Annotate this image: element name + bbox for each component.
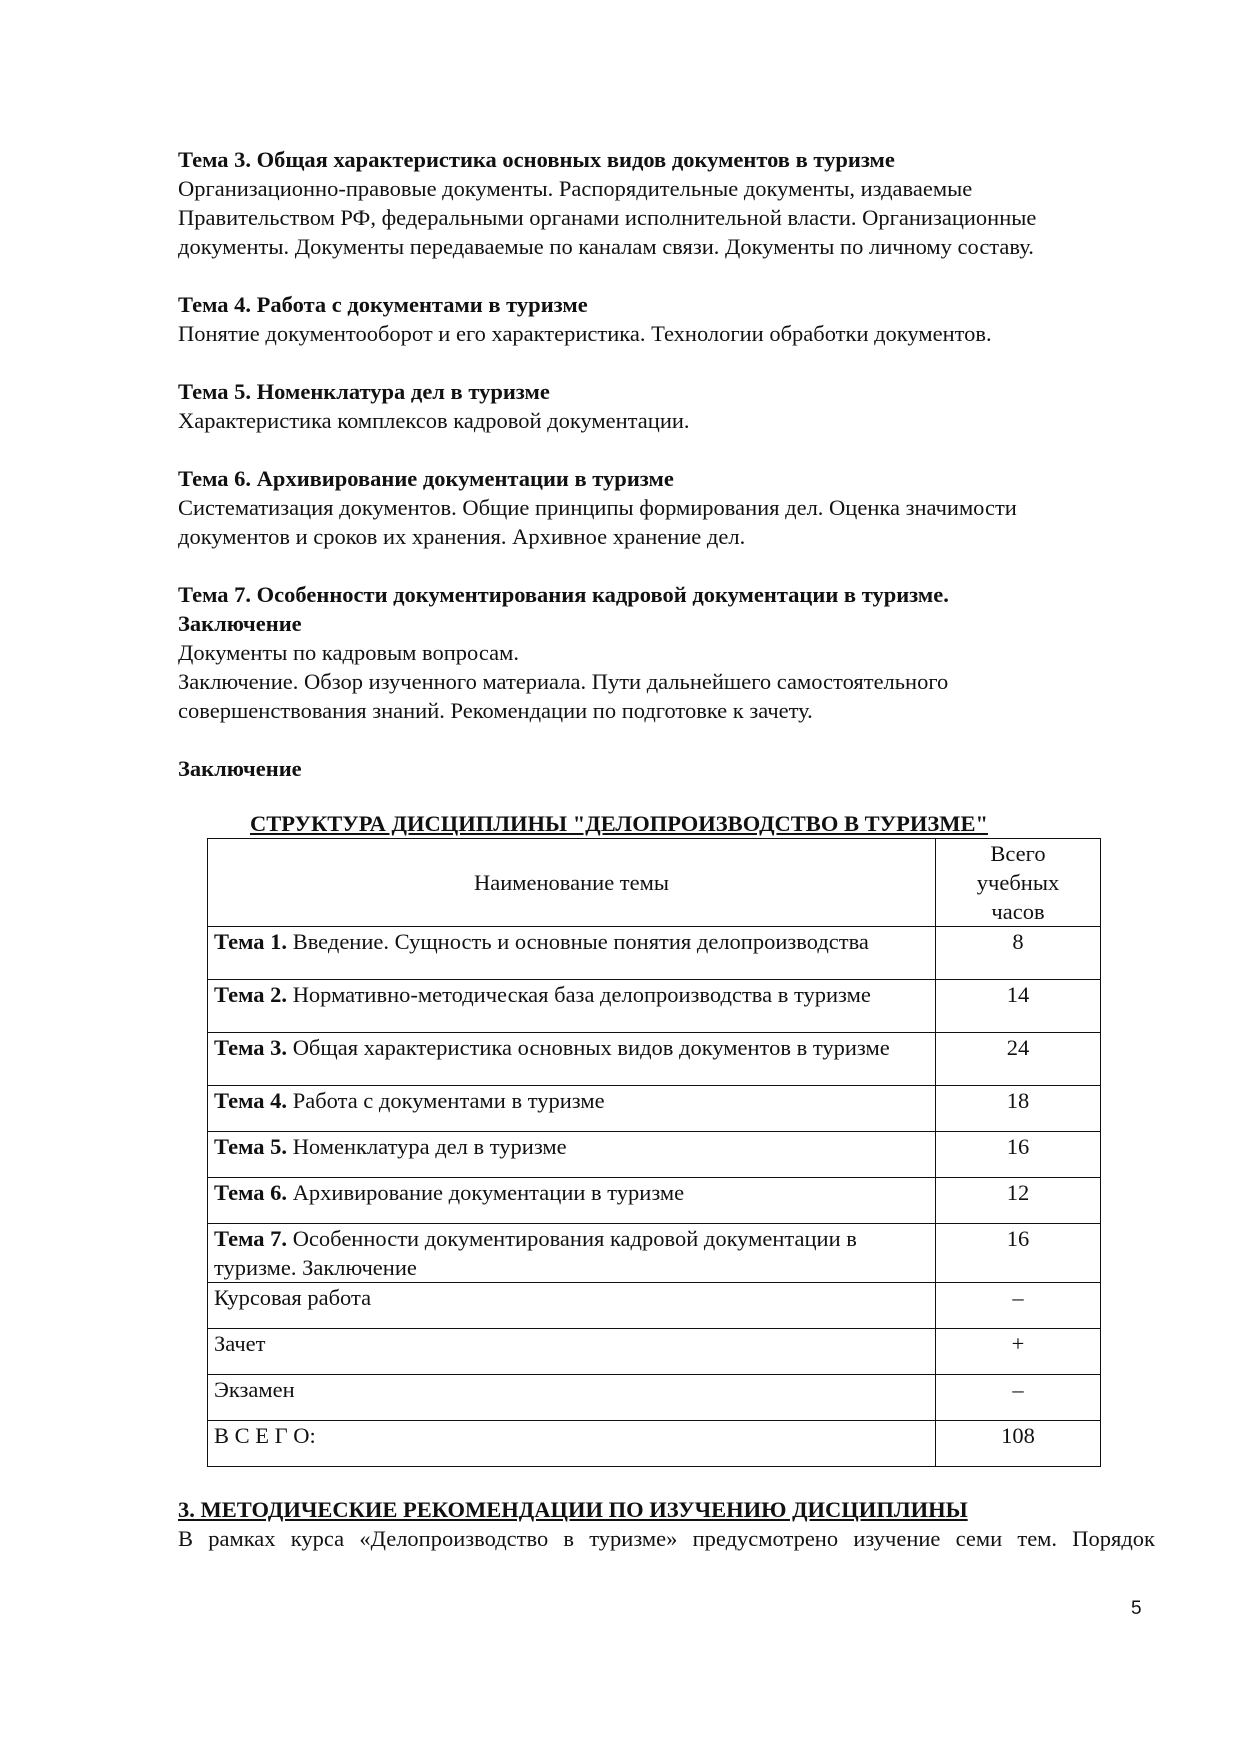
topic-line: Организационно-правовые документы. Распорядительные документы, издаваемые (178, 176, 973, 201)
row-topic: Тема 1. Введение. Сущность и основные понятия делопроизводства (208, 927, 936, 980)
topic-title: Тема 7. Особенности документирования кадровой документации в туризме. (178, 582, 949, 607)
topic-line: Систематизация документов. Общие принципы формирования дел. Оценка значимости (178, 495, 1017, 520)
row-hours: 14 (936, 980, 1101, 1033)
conclusion-heading: Заключение (178, 756, 302, 781)
topic-line: Характеристика комплексов кадровой документации. (178, 408, 690, 433)
row-topic: Тема 6. Архивирование документации в туризме (208, 1178, 936, 1224)
table-row (208, 1224, 1101, 1283)
row-hours: 18 (936, 1086, 1101, 1132)
topic-title: Тема 6. Архивирование документации в туризме (178, 466, 674, 491)
row-topic: Тема 3. Общая характеристика основных видов документов в туризме (208, 1033, 936, 1086)
topic-line: документов и сроков их хранения. Архивное хранение дел. (178, 524, 746, 549)
table-row-total (208, 1421, 1101, 1467)
row-hours: + (936, 1329, 1101, 1375)
table-row (208, 1132, 1101, 1178)
table-row (208, 1375, 1101, 1421)
topic-title: Тема 3. Общая характеристика основных видов документов в туризме (178, 147, 895, 172)
row-hours: 16 (936, 1132, 1101, 1178)
table-row (208, 1329, 1101, 1375)
table-row (208, 927, 1101, 980)
topic-line: Документы по кадровым вопросам. (178, 640, 519, 665)
topic-4 (178, 290, 1155, 348)
topic-line: документы. Документы передаваемые по каналам связи. Документы по личному составу. (178, 234, 1034, 259)
row-topic: Тема 2. Нормативно-методическая база делопроизводства в туризме (208, 980, 936, 1033)
table-row (208, 1178, 1101, 1224)
topic-line: Заключение. Обзор изученного материала. Пути дальнейшего самостоятельного (178, 669, 949, 694)
topic-title: Тема 5. Номенклатура дел в туризме (178, 379, 550, 404)
header-topic-name: Наименование темы (208, 839, 936, 927)
topic-line: совершенствования знаний. Рекомендации по подготовке к зачету. (178, 698, 813, 723)
row-hours: 8 (936, 927, 1101, 980)
topic-5 (178, 377, 1155, 435)
row-topic: Тема 7. Особенности документирования кадровой документации в туризме. Заключение (208, 1224, 936, 1283)
row-topic: Зачет (208, 1329, 936, 1375)
row-hours: 24 (936, 1033, 1101, 1086)
topic-line: Понятие документооборот и его характеристика. Технологии обработки документов. (178, 321, 992, 346)
topic-title-continued: Заключение (178, 611, 302, 636)
table-row (208, 980, 1101, 1033)
table-header-row (208, 839, 1101, 927)
topic-title: Тема 4. Работа с документами в туризме (178, 292, 588, 317)
section-3-text: В рамках курса «Делопроизводство в туризме» предусмотрено изучение семи тем. Порядок (178, 1526, 1155, 1551)
row-hours: 12 (936, 1178, 1101, 1224)
structure-table (207, 838, 1101, 1467)
header-hours: Всего учебных часов (936, 839, 1101, 927)
topic-line: Правительством РФ, федеральными органами исполнительной власти. Организационные (178, 205, 1037, 230)
topic-3 (178, 145, 1155, 261)
row-hours: 16 (936, 1224, 1101, 1283)
table-row (208, 1033, 1101, 1086)
row-topic: Экзамен (208, 1375, 936, 1421)
row-hours: – (936, 1375, 1101, 1421)
row-topic: В С Е Г О: (208, 1421, 936, 1467)
topic-6 (178, 464, 1155, 551)
table-row (208, 1086, 1101, 1132)
row-hours: – (936, 1283, 1101, 1329)
row-topic: Курсовая работа (208, 1283, 936, 1329)
row-hours: 108 (936, 1421, 1101, 1467)
topic-7 (178, 580, 1155, 725)
page-number: 5 (1131, 1598, 1142, 1619)
table-row (208, 1283, 1101, 1329)
section-3-title: 3. МЕТОДИЧЕСКИЕ РЕКОМЕНДАЦИИ ПО ИЗУЧЕНИЮ ДИСЦИПЛИНЫ (178, 1497, 968, 1522)
row-topic: Тема 5. Номенклатура дел в туризме (208, 1132, 936, 1178)
table-title: СТРУКТУРА ДИСЦИПЛИНЫ "ДЕЛОПРОИЗВОДСТВО В ТУРИЗМЕ" (250, 811, 988, 836)
row-topic: Тема 4. Работа с документами в туризме (208, 1086, 936, 1132)
document-page (178, 145, 1155, 1553)
